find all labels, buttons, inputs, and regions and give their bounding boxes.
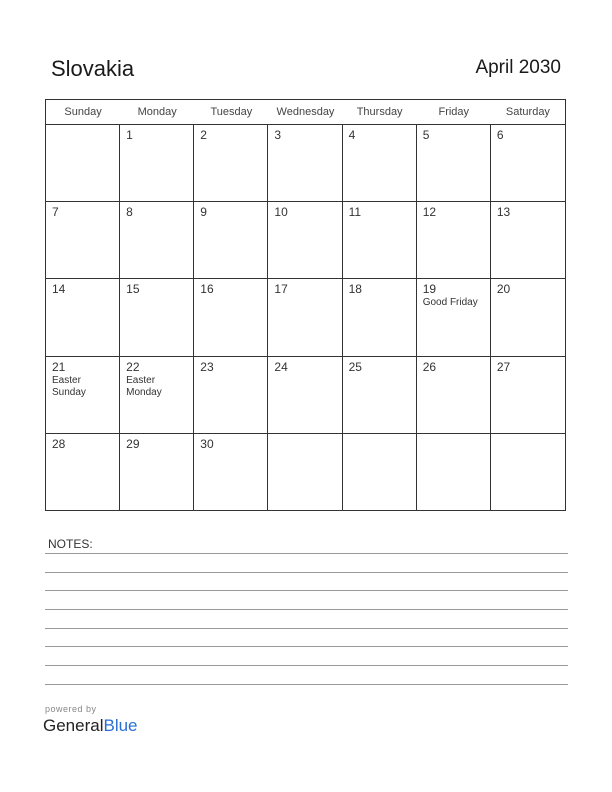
day-cell[interactable]: [46, 125, 120, 202]
weekday-saturday: Saturday: [505, 106, 550, 118]
day-cell[interactable]: [120, 434, 194, 511]
day-number: 5: [422, 128, 430, 142]
day-cell[interactable]: [268, 357, 342, 434]
calendar-grid: [45, 99, 566, 511]
day-cell[interactable]: [46, 357, 120, 434]
day-number: 11: [348, 205, 362, 220]
day-number: 27: [496, 359, 511, 374]
weekday-friday: Friday: [438, 106, 470, 118]
day-cell[interactable]: [194, 434, 268, 511]
day-cell[interactable]: [46, 434, 120, 511]
holiday-label: Good Friday: [422, 297, 478, 309]
notes-line: [45, 665, 568, 666]
notes-line: [45, 553, 568, 554]
day-cell[interactable]: [417, 202, 491, 279]
brand-general: General: [43, 716, 104, 735]
day-number: 29: [126, 436, 140, 451]
notes-line: [45, 590, 568, 591]
day-number: 9: [200, 205, 207, 220]
day-cell[interactable]: [417, 279, 491, 356]
day-cell[interactable]: [417, 125, 491, 202]
country-title: Slovakia: [51, 56, 135, 81]
day-number: 22: [126, 359, 140, 374]
weeks-grid: [46, 125, 565, 511]
day-number: 1: [126, 128, 133, 142]
day-number: 3: [274, 128, 282, 142]
holiday-label: Easter Monday: [126, 374, 162, 398]
day-number: 6: [496, 128, 504, 142]
notes-line: [45, 572, 568, 573]
powered-by-text: powered by: [45, 704, 97, 714]
day-number: 13: [496, 205, 511, 220]
day-cell[interactable]: [194, 279, 268, 356]
weekday-monday: Monday: [137, 106, 177, 118]
day-cell[interactable]: [120, 202, 194, 279]
notes-line: [45, 609, 568, 610]
weekday-wednesday: Wednesday: [276, 106, 335, 118]
day-cell[interactable]: [491, 125, 565, 202]
brand-logo[interactable]: [43, 716, 138, 736]
notes-line: [45, 646, 568, 647]
day-cell[interactable]: [491, 434, 565, 511]
day-number: 12: [422, 205, 437, 220]
holiday-label: Easter Sunday: [52, 374, 86, 398]
day-number: 19: [422, 282, 437, 297]
day-number: 23: [200, 359, 214, 374]
day-number: 17: [274, 282, 288, 297]
weekday-tuesday: Tuesday: [210, 106, 253, 118]
day-number: 26: [422, 359, 437, 374]
day-cell[interactable]: [343, 434, 417, 511]
day-cell[interactable]: [194, 125, 268, 202]
day-cell[interactable]: [120, 279, 194, 356]
day-cell[interactable]: [491, 357, 565, 434]
day-cell[interactable]: [268, 125, 342, 202]
day-number: 25: [348, 359, 362, 374]
day-number: 28: [52, 436, 66, 451]
day-number: 10: [274, 205, 288, 220]
day-cell[interactable]: [343, 202, 417, 279]
day-number: 30: [200, 436, 214, 451]
day-cell[interactable]: [46, 279, 120, 356]
day-number: 8: [126, 205, 133, 220]
day-cell[interactable]: [268, 434, 342, 511]
notes-line: [45, 684, 568, 685]
day-cell[interactable]: [343, 279, 417, 356]
day-number: 16: [200, 282, 214, 297]
day-number: 21: [52, 359, 66, 374]
notes-label: NOTES:: [48, 537, 93, 551]
brand-blue: Blue: [103, 716, 138, 735]
day-number: 4: [348, 128, 356, 142]
day-cell[interactable]: [343, 125, 417, 202]
day-cell[interactable]: [417, 434, 491, 511]
day-number: 15: [126, 282, 140, 297]
day-number: 7: [52, 205, 59, 220]
day-cell[interactable]: [120, 125, 194, 202]
notes-line: [45, 628, 568, 629]
day-number: 24: [274, 359, 288, 374]
day-cell[interactable]: [120, 357, 194, 434]
weekday-sunday: Sunday: [64, 106, 102, 118]
day-number: 14: [52, 282, 66, 297]
day-cell[interactable]: [491, 279, 565, 356]
day-cell[interactable]: [417, 357, 491, 434]
day-cell[interactable]: [491, 202, 565, 279]
weekday-thursday: Thursday: [356, 106, 403, 118]
day-cell[interactable]: [194, 202, 268, 279]
day-cell[interactable]: [268, 202, 342, 279]
day-number: 20: [496, 282, 511, 297]
day-cell[interactable]: [343, 357, 417, 434]
weekday-header-row: [46, 100, 565, 125]
month-title: April 2030: [475, 57, 561, 78]
day-number: 18: [348, 282, 362, 297]
day-cell[interactable]: [268, 279, 342, 356]
day-cell[interactable]: [46, 202, 120, 279]
day-cell[interactable]: [194, 357, 268, 434]
day-number: 2: [200, 128, 207, 142]
